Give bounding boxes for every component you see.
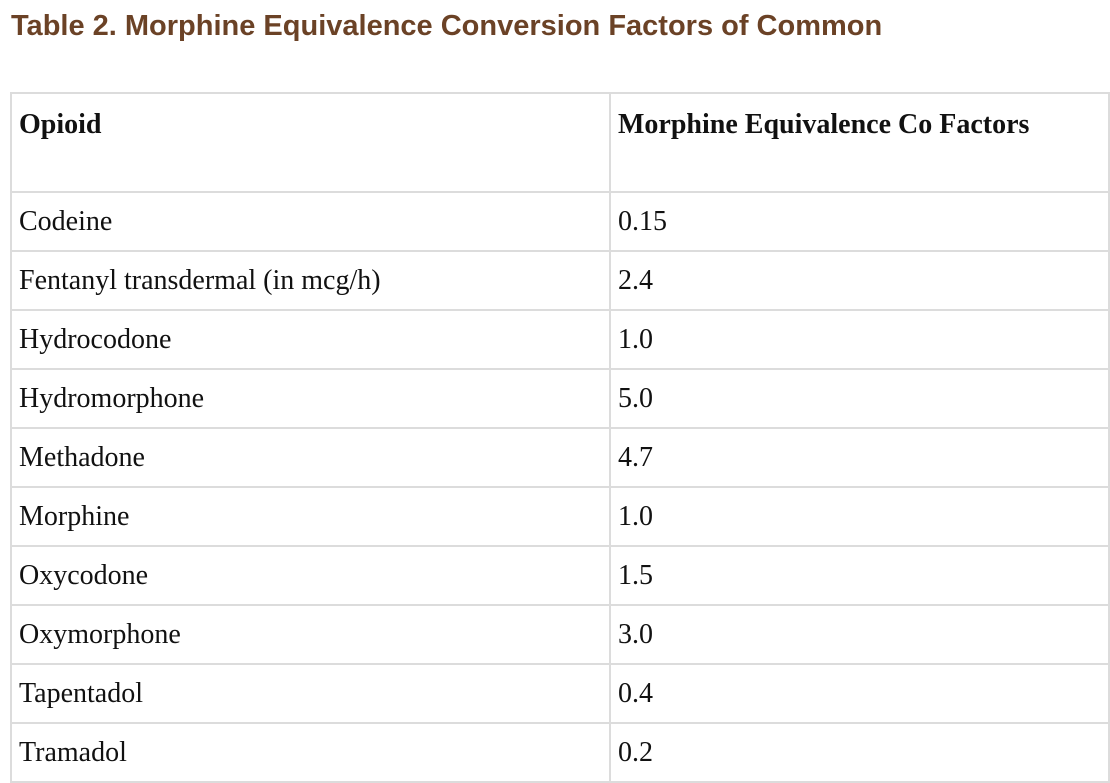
opioid-cell: Tapentadol — [11, 664, 610, 723]
conversion-table — [10, 92, 1110, 783]
factor-cell: 1.5 — [610, 546, 1109, 605]
table-header-row — [11, 93, 1109, 192]
table-title: Table 2. Morphine Equivalence Conversion Factors of Common — [11, 10, 883, 42]
factor-cell: 1.0 — [610, 487, 1109, 546]
opioid-cell: Fentanyl transdermal (in mcg/h) — [11, 251, 610, 310]
factor-cell: 0.2 — [610, 723, 1109, 782]
table-row — [11, 605, 1109, 664]
factor-cell: 0.4 — [610, 664, 1109, 723]
factor-cell: 3.0 — [610, 605, 1109, 664]
header-cell-factor — [610, 93, 1109, 192]
opioid-cell: Hydrocodone — [11, 310, 610, 369]
table-row — [11, 428, 1109, 487]
factor-cell: 0.15 — [610, 192, 1109, 251]
opioid-cell: Hydromorphone — [11, 369, 610, 428]
opioid-cell: Oxycodone — [11, 546, 610, 605]
factor-cell: 1.0 — [610, 310, 1109, 369]
factor-cell: 4.7 — [610, 428, 1109, 487]
table-row — [11, 192, 1109, 251]
opioid-cell: Methadone — [11, 428, 610, 487]
header-label-opioid: Opioid — [19, 109, 102, 140]
table-row — [11, 546, 1109, 605]
opioid-cell: Tramadol — [11, 723, 610, 782]
opioid-cell: Oxymorphone — [11, 605, 610, 664]
table-row — [11, 310, 1109, 369]
opioid-cell: Codeine — [11, 192, 610, 251]
table-container — [10, 92, 1110, 783]
header-cell-opioid — [11, 93, 610, 192]
table-row — [11, 369, 1109, 428]
table-row — [11, 487, 1109, 546]
table-row — [11, 251, 1109, 310]
opioid-cell: Morphine — [11, 487, 610, 546]
factor-cell: 5.0 — [610, 369, 1109, 428]
table-body — [11, 93, 1109, 782]
header-label-factor: Morphine Equivalence Co Factors — [618, 109, 1030, 140]
table-row — [11, 723, 1109, 782]
table-row — [11, 664, 1109, 723]
factor-cell: 2.4 — [610, 251, 1109, 310]
